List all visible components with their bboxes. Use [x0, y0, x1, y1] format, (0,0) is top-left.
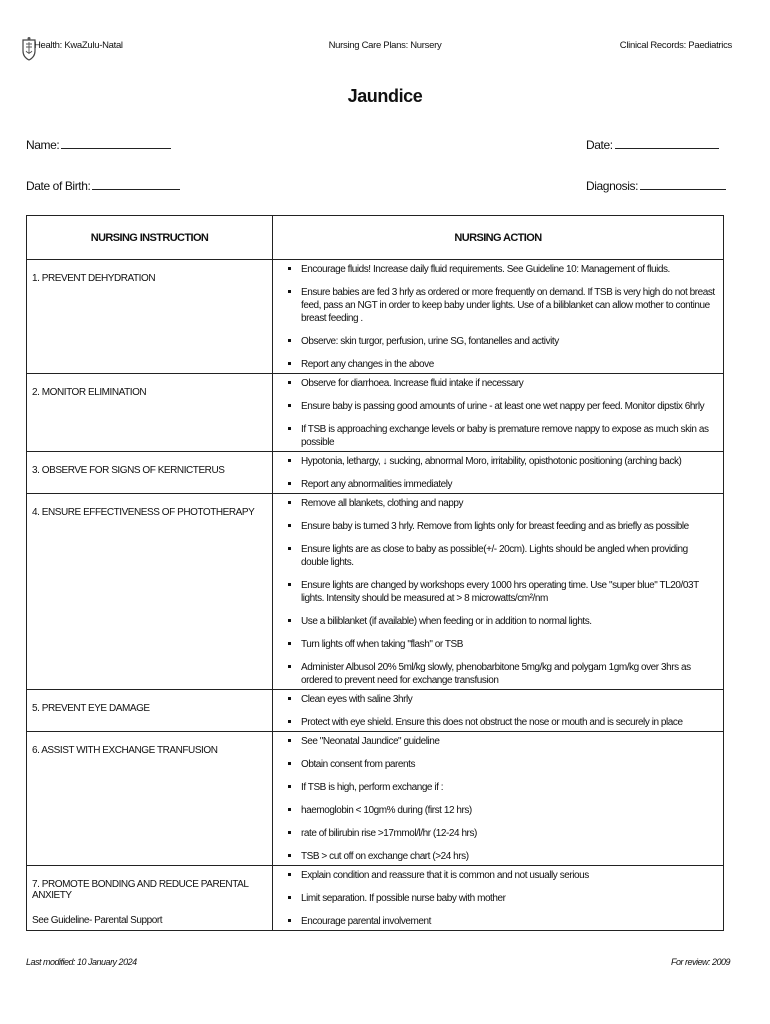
- instruction-cell: 3. OBSERVE FOR SIGNS OF KERNICTERUS: [27, 452, 273, 494]
- action-cell: [273, 452, 724, 494]
- list-item: Ensure lights are as close to baby as possible(+/- 20cm). Lights should be angled when providing double lights.: [287, 543, 717, 569]
- instruction-cell: 6. ASSIST WITH EXCHANGE TRANFUSION: [27, 732, 273, 866]
- review-date: For review: 2009: [670, 957, 730, 967]
- list-item: Obtain consent from parents: [287, 758, 717, 771]
- table-row: [27, 374, 724, 452]
- page-title: Jaundice: [347, 86, 423, 106]
- instruction-text: 7. PROMOTE BONDING AND REDUCE PARENTAL ANXIETY: [32, 879, 249, 901]
- table-row: [27, 494, 724, 690]
- table-row: [27, 260, 724, 374]
- instruction-cell: 5. PREVENT EYE DAMAGE: [27, 690, 273, 732]
- list-item: Hypotonia, lethargy, ↓ sucking, abnormal Moro, irritability, opisthotonic positioning (arching back): [287, 455, 717, 468]
- list-item: Turn lights off when taking "flash" or TSB: [287, 638, 717, 651]
- list-item: TSB > cut off on exchange chart (>24 hrs): [287, 850, 717, 863]
- list-item: Observe: skin turgor, perfusion, urine SG, fontanelles and activity: [287, 335, 717, 348]
- list-item: Ensure baby is passing good amounts of urine - at least one wet nappy per feed. Monitor dipstix 6hrly: [287, 400, 717, 413]
- list-item: Ensure lights are changed by workshops every 1000 hrs operating time. Use "super blue" TL20/03T lights. Intensity should be measured at > 8 microwatts/cm²/nm: [287, 579, 717, 605]
- table-header-row: [27, 216, 724, 260]
- list-item: Clean eyes with saline 3hrly: [287, 693, 717, 706]
- dob-field[interactable]: [26, 177, 180, 193]
- list-item: Report any abnormalities immediately: [287, 478, 717, 491]
- action-cell: [273, 260, 724, 374]
- guideline-reference: See Guideline- Parental Support: [32, 915, 163, 926]
- name-blank[interactable]: [61, 136, 171, 149]
- list-item: Ensure babies are fed 3 hrly as ordered or more frequently on demand. If TSB is very high do not breast feed, pass an NGT in order to keep baby under lights. Use of a biliblanket can allow mother to continue breast feeding .: [287, 286, 717, 325]
- list-item: See "Neonatal Jaundice" guideline: [287, 735, 717, 748]
- list-item: Encourage fluids! Increase daily fluid requirements. See Guideline 10: Management of fluids.: [287, 263, 717, 276]
- header-records: Clinical Records: Paediatrics: [619, 40, 732, 51]
- list-item: Report any changes in the above: [287, 358, 717, 371]
- date-label: Date:: [586, 138, 613, 152]
- header-department: Health: KwaZulu-Natal: [34, 40, 123, 51]
- diagnosis-field[interactable]: [586, 177, 726, 193]
- list-item: Explain condition and reassure that it is common and not usually serious: [287, 869, 717, 882]
- list-item: Ensure baby is turned 3 hrly. Remove from lights only for breast feeding and as briefly as possible: [287, 520, 717, 533]
- header-section: Nursing Care Plans: Nursery: [328, 40, 442, 51]
- col-action-header: NURSING ACTION: [273, 216, 724, 260]
- list-item: Use a biliblanket (if available) when feeding or in addition to normal lights.: [287, 615, 717, 628]
- instruction-cell: 4. ENSURE EFFECTIVENESS OF PHOTOTHERAPY: [27, 494, 273, 690]
- name-field[interactable]: [26, 136, 171, 152]
- diagnosis-blank[interactable]: [640, 177, 726, 190]
- list-item: Encourage parental involvement: [287, 915, 717, 928]
- action-cell: [273, 374, 724, 452]
- list-item: Limit separation. If possible nurse baby with mother: [287, 892, 717, 905]
- col-instruction-header: NURSING INSTRUCTION: [27, 216, 273, 260]
- list-item: haemoglobin < 10gm% during (first 12 hrs): [287, 804, 717, 817]
- dob-label: Date of Birth:: [26, 179, 91, 193]
- table-row: [27, 690, 724, 732]
- table-row: [27, 452, 724, 494]
- list-item: rate of bilirubin rise >17mmol/l/hr (12-24 hrs): [287, 827, 717, 840]
- action-cell: [273, 866, 724, 931]
- name-label: Name:: [26, 138, 60, 152]
- list-item: Observe for diarrhoea. Increase fluid intake if necessary: [287, 377, 717, 390]
- action-cell: [273, 732, 724, 866]
- list-item: Remove all blankets, clothing and nappy: [287, 497, 717, 510]
- list-item: Administer Albusol 20% 5ml/kg slowly, phenobarbitone 5mg/kg and polygam 1gm/kg over 3hrs as ordered to prevent need for exchange transfusion: [287, 661, 717, 687]
- date-field[interactable]: [586, 136, 719, 152]
- diagnosis-label: Diagnosis:: [586, 179, 639, 193]
- instruction-cell: 1. PREVENT DEHYDRATION: [27, 260, 273, 374]
- list-item: If TSB is high, perform exchange if :: [287, 781, 717, 794]
- last-modified: Last modified: 10 January 2024: [26, 957, 137, 967]
- list-item: Protect with eye shield. Ensure this does not obstruct the nose or mouth and is securely in place: [287, 716, 717, 729]
- instruction-cell: [27, 866, 273, 931]
- care-plan-table: [26, 215, 724, 931]
- action-cell: [273, 494, 724, 690]
- action-cell: [273, 690, 724, 732]
- list-item: If TSB is approaching exchange levels or baby is premature remove nappy to expose as much skin as possible: [287, 423, 717, 449]
- instruction-cell: 2. MONITOR ELIMINATION: [27, 374, 273, 452]
- date-blank[interactable]: [615, 136, 719, 149]
- dob-blank[interactable]: [92, 177, 180, 190]
- table-row: [27, 732, 724, 866]
- table-row: [27, 866, 724, 931]
